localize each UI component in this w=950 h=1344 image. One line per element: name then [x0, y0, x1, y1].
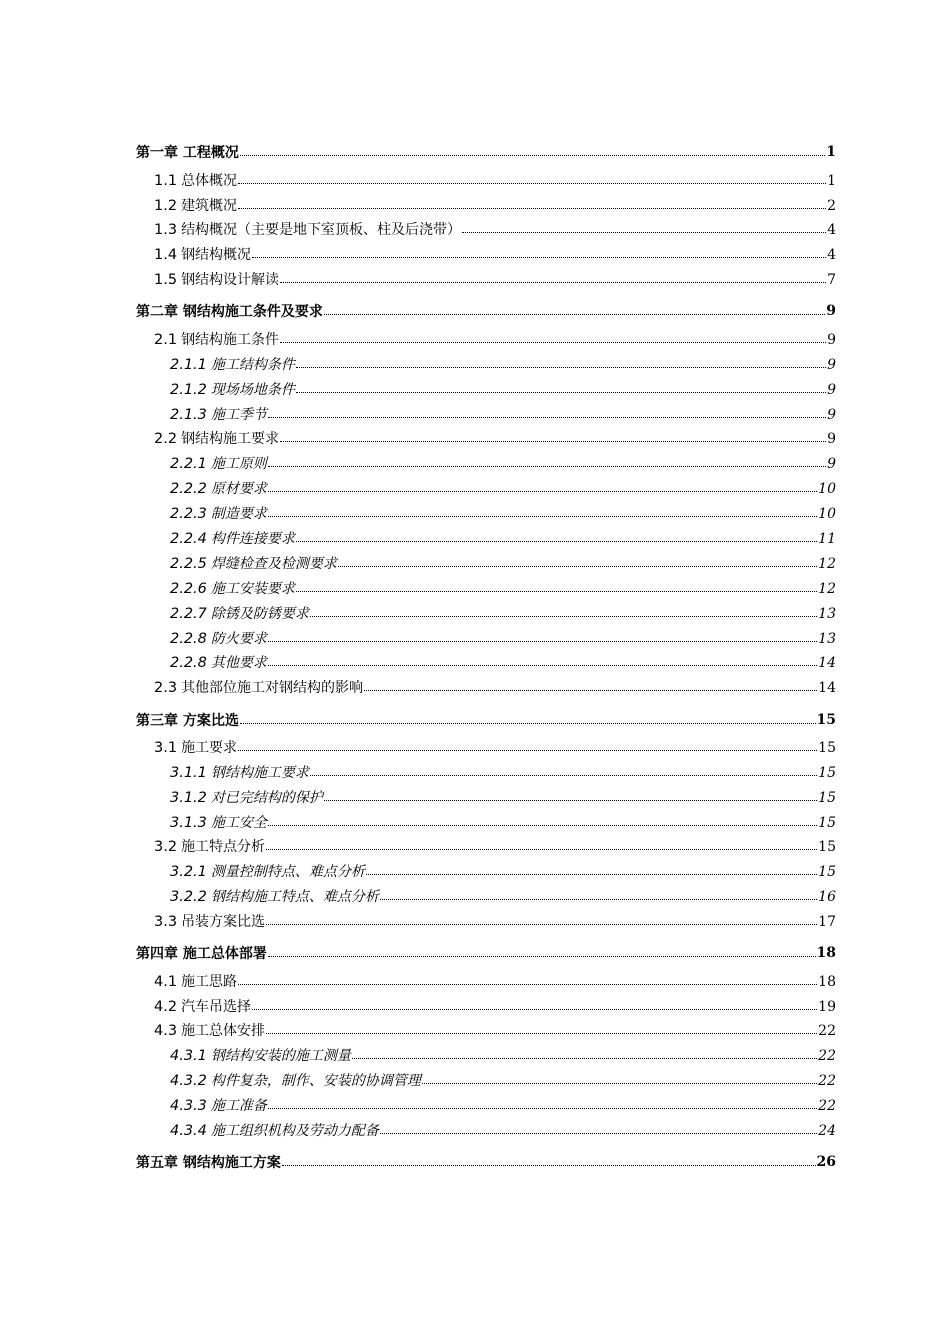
- toc-entry-title: 构件连接要求: [210, 530, 295, 547]
- toc-entry-number: 1.2: [154, 197, 178, 214]
- toc-subsection-entry[interactable]: [136, 628, 836, 653]
- toc-entry-number: 3.2.1: [170, 864, 207, 881]
- toc-page-number: 7: [827, 272, 836, 289]
- toc-page-number: 10: [818, 506, 836, 523]
- toc-page-number: 11: [818, 530, 836, 547]
- toc-dot-leader: [462, 231, 826, 233]
- toc-subsection-entry[interactable]: [136, 1070, 836, 1095]
- toc-subsection-entry[interactable]: [136, 652, 836, 677]
- toc-entry-title: 其他要求: [210, 655, 267, 672]
- toc-section-entry[interactable]: [136, 677, 836, 702]
- toc-section-entry[interactable]: [136, 911, 836, 936]
- toc-page-number: 18: [816, 945, 836, 962]
- toc-section-entry[interactable]: [136, 170, 836, 195]
- toc-entry-title: 第四章 施工总体部署: [136, 946, 267, 963]
- toc-subsection-entry[interactable]: [136, 478, 836, 503]
- toc-dot-leader: [268, 490, 817, 492]
- toc-entry-number: 3.1: [154, 739, 178, 756]
- toc-entry-number: 4.3.3: [170, 1098, 207, 1115]
- toc-dot-leader: [364, 689, 817, 691]
- toc-dot-leader: [422, 1082, 817, 1084]
- toc-entry-title: 施工安全: [210, 814, 267, 831]
- toc-entry-number: 1.5: [154, 272, 178, 289]
- toc-entry-title: 对已完结构的保护: [210, 789, 323, 806]
- toc-page-number: 24: [818, 1123, 836, 1140]
- toc-page-number: 15: [818, 864, 836, 881]
- toc-entry-title: 第二章 钢结构施工条件及要求: [136, 304, 323, 321]
- toc-dot-leader: [280, 341, 826, 343]
- toc-entry-title: 钢结构施工要求: [210, 764, 309, 781]
- toc-dot-leader: [296, 391, 826, 393]
- toc-page-number: 12: [818, 555, 836, 572]
- toc-dot-leader: [282, 1164, 816, 1166]
- toc-entry-title: 施工思路: [181, 973, 238, 990]
- toc-dot-leader: [324, 313, 825, 315]
- toc-entry-number: 4.1: [154, 973, 178, 990]
- toc-dot-leader: [296, 366, 826, 368]
- toc-page-number: 9: [827, 356, 836, 373]
- toc-entry-title: 施工安装要求: [210, 580, 295, 597]
- toc-page-number: 22: [818, 1048, 836, 1065]
- toc-dot-leader: [324, 799, 817, 801]
- toc-page-number: 15: [818, 814, 836, 831]
- toc-entry-title: 施工特点分析: [181, 839, 266, 856]
- toc-entry-title: 其他部位施工对钢结构的影响: [181, 680, 364, 697]
- toc-section-entry[interactable]: [136, 737, 836, 762]
- toc-entry-number: 3.3: [154, 914, 178, 931]
- toc-entry-title: 第五章 钢结构施工方案: [136, 1155, 281, 1172]
- toc-section-entry[interactable]: [136, 269, 836, 294]
- toc-page-number: 15: [818, 739, 836, 756]
- toc-entry-number: 2.2.3: [170, 506, 207, 523]
- toc-page-number: 9: [827, 331, 836, 348]
- toc-page-number: 26: [816, 1154, 836, 1171]
- toc-page-number: 9: [827, 406, 836, 423]
- toc-entry-number: 2.1: [154, 331, 178, 348]
- toc-entry-number: 1.3: [154, 222, 178, 239]
- toc-entry-number: 2.2: [154, 431, 178, 448]
- toc-section-entry[interactable]: [136, 996, 836, 1021]
- toc-page-number: 18: [818, 973, 836, 990]
- toc-dot-leader: [338, 565, 817, 567]
- toc-page-number: 17: [818, 914, 836, 931]
- toc-entry-title: 第三章 方案比选: [136, 712, 239, 729]
- toc-section-entry[interactable]: [136, 329, 836, 354]
- toc-entry-number: 2.2.2: [170, 481, 207, 498]
- toc-entry-title: 构件复杂，制作、安装的协调管理: [210, 1073, 421, 1090]
- toc-dot-leader: [268, 824, 817, 826]
- toc-page-number: 9: [827, 456, 836, 473]
- toc-page-number: 9: [827, 431, 836, 448]
- toc-entry-number: 3.1.2: [170, 789, 207, 806]
- toc-chapter-entry[interactable]: [136, 936, 836, 971]
- toc-page-number: 19: [818, 998, 836, 1015]
- toc-dot-leader: [366, 873, 817, 875]
- toc-entry-number: 4.2: [154, 998, 178, 1015]
- toc-subsection-entry[interactable]: [136, 503, 836, 528]
- toc-dot-leader: [238, 749, 817, 751]
- toc-page-number: 13: [818, 605, 836, 622]
- toc-dot-leader: [252, 256, 826, 258]
- toc-page-number: 4: [827, 247, 836, 264]
- toc-chapter-entry[interactable]: [136, 702, 836, 737]
- toc-page-number: 13: [818, 630, 836, 647]
- toc-entry-number: 2.2.8: [170, 630, 207, 647]
- toc-dot-leader: [280, 440, 826, 442]
- toc-section-entry[interactable]: [136, 971, 836, 996]
- toc-entry-title: 施工原则: [210, 456, 267, 473]
- toc-subsection-entry[interactable]: [136, 453, 836, 478]
- toc-entry-number: 3.1.1: [170, 764, 207, 781]
- toc-entry-title: 钢结构安装的施工测量: [210, 1048, 351, 1065]
- toc-page-number: 9: [827, 381, 836, 398]
- toc-subsection-entry[interactable]: [136, 787, 836, 812]
- toc-entry-title: 施工组织机构及劳动力配备: [210, 1123, 379, 1140]
- toc-entry-title: 除锈及防锈要求: [210, 605, 309, 622]
- toc-dot-leader: [266, 923, 817, 925]
- toc-entry-number: 2.1.1: [170, 356, 207, 373]
- toc-entry-number: 2.1.2: [170, 381, 207, 398]
- toc-entry-number: 4.3.1: [170, 1048, 207, 1065]
- toc-subsection-entry[interactable]: [136, 861, 836, 886]
- toc-entry-title: 汽车吊选择: [181, 998, 252, 1015]
- toc-page-number: 16: [818, 889, 836, 906]
- toc-entry-title: 钢结构施工特点、难点分析: [210, 889, 379, 906]
- toc-entry-title: 制造要求: [210, 506, 267, 523]
- toc-entry-number: 4.3.2: [170, 1073, 207, 1090]
- toc-dot-leader: [240, 722, 816, 724]
- toc-entry-title: 施工季节: [210, 406, 267, 423]
- toc-section-entry[interactable]: [136, 428, 836, 453]
- toc-entry-title: 施工要求: [181, 739, 238, 756]
- toc-entry-number: 3.1.3: [170, 814, 207, 831]
- toc-section-entry[interactable]: [136, 1020, 836, 1045]
- toc-entry-number: 2.2.5: [170, 555, 207, 572]
- toc-subsection-entry[interactable]: [136, 603, 836, 628]
- toc-entry-title: 吊装方案比选: [181, 914, 266, 931]
- toc-entry-title: 施工总体安排: [181, 1023, 266, 1040]
- toc-dot-leader: [352, 1057, 817, 1059]
- toc-entry-title: 原材要求: [210, 481, 267, 498]
- toc-dot-leader: [268, 416, 826, 418]
- toc-subsection-entry[interactable]: [136, 404, 836, 429]
- toc-dot-leader: [238, 207, 826, 209]
- toc-entry-title: 钢结构概况: [181, 247, 252, 264]
- toc-dot-leader: [296, 590, 817, 592]
- toc-entry-title: 施工结构条件: [210, 356, 295, 373]
- toc-entry-number: 2.2.1: [170, 456, 207, 473]
- toc-entry-number: 2.3: [154, 680, 178, 697]
- toc-section-entry[interactable]: [136, 219, 836, 244]
- toc-entry-number: 2.2.8: [170, 655, 207, 672]
- toc-page-number: 15: [816, 711, 836, 728]
- toc-page-number: 2: [827, 197, 836, 214]
- toc-subsection-entry[interactable]: [136, 379, 836, 404]
- toc-dot-leader: [238, 182, 826, 184]
- toc-entry-number: 4.3.4: [170, 1123, 207, 1140]
- toc-entry-title: 焊缝检查及检测要求: [210, 555, 337, 572]
- toc-subsection-entry[interactable]: [136, 762, 836, 787]
- toc-entry-title: 第一章 工程概况: [136, 145, 239, 162]
- toc-entry-title: 钢结构施工条件: [181, 331, 280, 348]
- toc-dot-leader: [310, 615, 817, 617]
- toc-dot-leader: [240, 154, 825, 156]
- toc-entry-number: 2.2.7: [170, 605, 207, 622]
- toc-entry-title: 测量控制特点、难点分析: [210, 864, 365, 881]
- toc-entry-number: 2.2.4: [170, 530, 207, 547]
- toc-page-number: 22: [818, 1023, 836, 1040]
- toc-page-number: 4: [827, 222, 836, 239]
- toc-subsection-entry[interactable]: [136, 1045, 836, 1070]
- toc-page-number: 1: [827, 172, 836, 189]
- toc-entry-number: 2.2.6: [170, 580, 207, 597]
- toc-page-number: 22: [818, 1098, 836, 1115]
- toc-entry-number: 1.4: [154, 247, 178, 264]
- toc-page-number: 14: [818, 680, 836, 697]
- toc-chapter-entry[interactable]: [136, 135, 836, 170]
- toc-entry-number: 2.1.3: [170, 406, 207, 423]
- toc-page-number: 10: [818, 481, 836, 498]
- toc-section-entry[interactable]: [136, 836, 836, 861]
- toc-subsection-entry[interactable]: [136, 354, 836, 379]
- toc-page-number: 12: [818, 580, 836, 597]
- toc-entry-title: 现场场地条件: [210, 381, 295, 398]
- toc-dot-leader: [266, 848, 817, 850]
- toc-dot-leader: [310, 774, 817, 776]
- toc-page-number: 14: [818, 655, 836, 672]
- toc-dot-leader: [266, 1032, 817, 1034]
- toc-subsection-entry[interactable]: [136, 1120, 836, 1145]
- toc-entry-title: 钢结构设计解读: [181, 272, 280, 289]
- toc-entry-title: 防火要求: [210, 630, 267, 647]
- toc-dot-leader: [268, 465, 826, 467]
- toc-page-number: 22: [818, 1073, 836, 1090]
- toc-entry-title: 结构概况（主要是地下室顶板、柱及后浇带）: [181, 222, 462, 239]
- toc-entry-number: 3.2.2: [170, 889, 207, 906]
- toc-entry-title: 建筑概况: [181, 197, 238, 214]
- toc-subsection-entry[interactable]: [136, 528, 836, 553]
- toc-page-number: 1: [826, 144, 836, 161]
- toc-entry-number: 4.3: [154, 1023, 178, 1040]
- toc-subsection-entry[interactable]: [136, 578, 836, 603]
- toc-entry-title: 总体概况: [181, 172, 238, 189]
- toc-section-entry[interactable]: [136, 244, 836, 269]
- toc-dot-leader: [296, 540, 817, 542]
- toc-page-number: 15: [818, 839, 836, 856]
- toc-subsection-entry[interactable]: [136, 812, 836, 837]
- toc-page-number: 9: [826, 303, 836, 320]
- toc-subsection-entry[interactable]: [136, 553, 836, 578]
- toc-dot-leader: [280, 281, 826, 283]
- toc-page-number: 15: [818, 764, 836, 781]
- toc-page-number: 15: [818, 789, 836, 806]
- toc-subsection-entry[interactable]: [136, 886, 836, 911]
- toc-entry-number: 3.2: [154, 839, 178, 856]
- toc-entry-title: 施工准备: [210, 1098, 267, 1115]
- toc-dot-leader: [238, 983, 817, 985]
- toc-chapter-entry[interactable]: [136, 1145, 836, 1180]
- toc-dot-leader: [380, 898, 817, 900]
- toc-dot-leader: [380, 1132, 817, 1134]
- toc-dot-leader: [268, 515, 817, 517]
- toc-subsection-entry[interactable]: [136, 1095, 836, 1120]
- toc-entry-title: 钢结构施工要求: [181, 431, 280, 448]
- toc-dot-leader: [268, 1107, 817, 1109]
- toc-dot-leader: [268, 640, 817, 642]
- toc-entry-number: 1.1: [154, 172, 178, 189]
- toc-dot-leader: [268, 955, 816, 957]
- toc-dot-leader: [252, 1008, 817, 1010]
- table-of-contents: [136, 135, 836, 1180]
- toc-section-entry[interactable]: [136, 195, 836, 220]
- toc-dot-leader: [268, 664, 817, 666]
- toc-chapter-entry[interactable]: [136, 294, 836, 329]
